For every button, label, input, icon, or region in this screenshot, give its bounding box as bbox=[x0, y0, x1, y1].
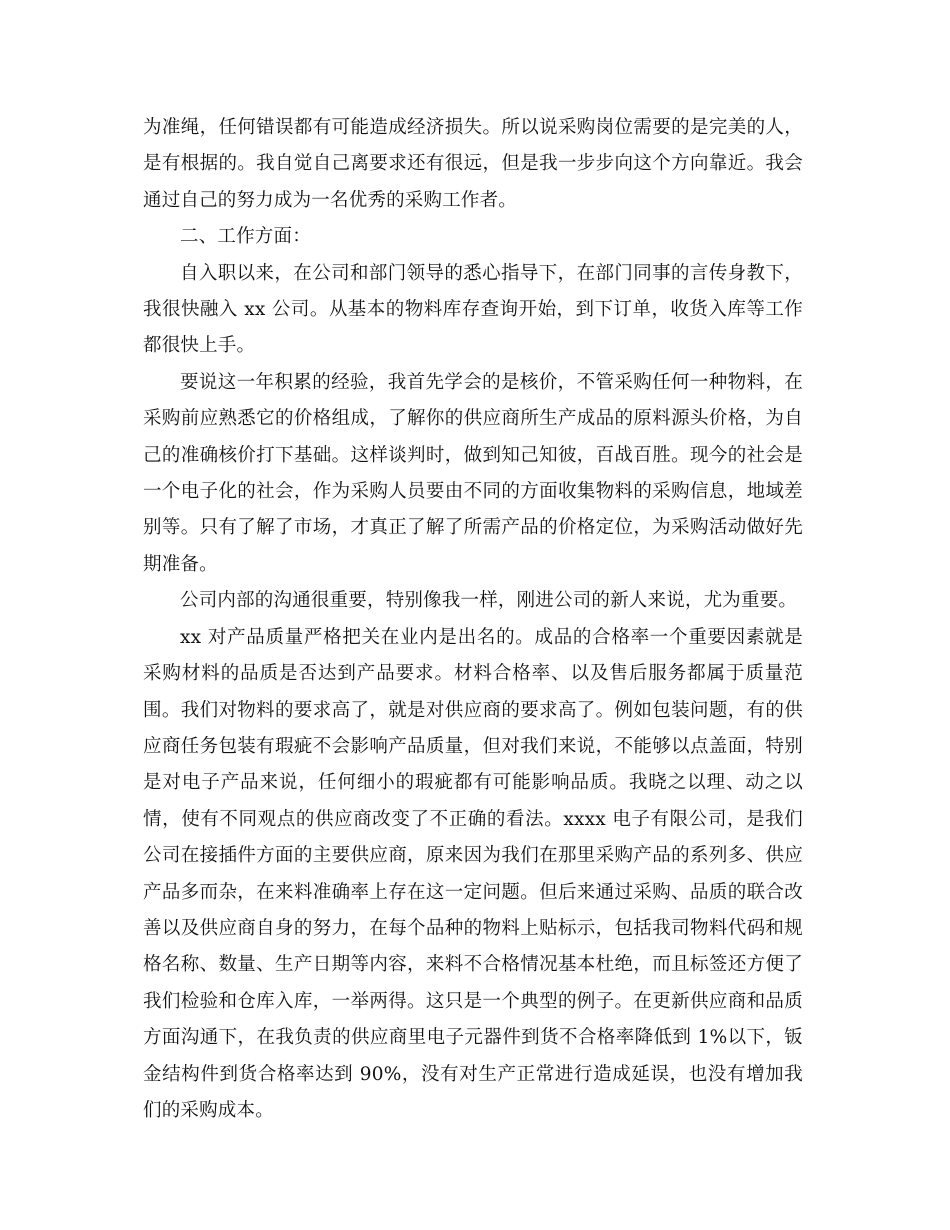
paragraph-1: 为准绳，任何错误都有可能造成经济损失。所以说采购岗位需要的是完美的人，是有根据的。我自觉自己离要求还有很远，但是我一步步向这个方向靠近。我会通过自己的努力成为一名优秀的采购工作者。 bbox=[143, 117, 803, 211]
paragraph-6: xx 对产品质量严格把关在业内是出名的。成品的合格率一个重要因素就是采购材料的品质是否达到产品要求。材料合格率、以及售后服务都属于质量范围。我们对物料的要求高了，就是对供应商的要求高了。例如包装问题，有的供应商任务包装有瑕疵不会影响产品质量，但对我们来说，不能够以点盖面，特别是对电子产品来说，任何细小的瑕疵都有可能影响品质。我晓之以理、动之以情，使有不同观点的供应商改变了不正确的看法。xxxx 电子有限公司，是我们公司在接插件方面的主要供应商，原来因为我们在那里采购产品的系列多、供应产品多而杂，在来料准确率上存在这一定问题。但后来通过采购、品质的联合改善以及供应商自身的努力，在每个品种的物料上贴标示，包括我司物料代码和规格名称、数量、生产日期等内容，来料不合格情况基本杜绝，而且标签还方便了我们检验和仓库入库，一举两得。这只是一个典型的例子。在更新供应商和品质方面沟通下，在我负责的供应商里电子元器件到货不合格率降低到 1%以下，钣金结构件到货合格率达到 90%，没有对生产正常进行造成延误，也没有增加我们的采购成本。 bbox=[143, 626, 803, 1121]
paragraph-3: 自入职以来，在公司和部门领导的悉心指导下，在部门同事的言传身教下，我很快融入 xx 公司。从基本的物料库存查询开始，到下订单，收货入库等工作都很快上手。 bbox=[143, 262, 803, 357]
paragraph-5: 公司内部的沟通很重要，特别像我一样，刚进公司的新人来说，尤为重要。 bbox=[180, 590, 798, 612]
paragraph-4: 要说这一年积累的经验，我首先学会的是核价，不管采购任何一种物料，在采购前应熟悉它的价格组成，了解你的供应商所生产成品的原料源头价格，为自己的准确核价打下基础。这样谈判时，做到知己知彼，百战百胜。现今的社会是一个电子化的社会，作为采购人员要由不同的方面收集物料的采购信息，地域差别等。只有了解了市场，才真正了解了所需产品的价格定位，为采购活动做好先期准备。 bbox=[143, 371, 803, 575]
section-heading-work: 二、工作方面： bbox=[180, 226, 311, 248]
document-body bbox=[143, 110, 803, 1129]
